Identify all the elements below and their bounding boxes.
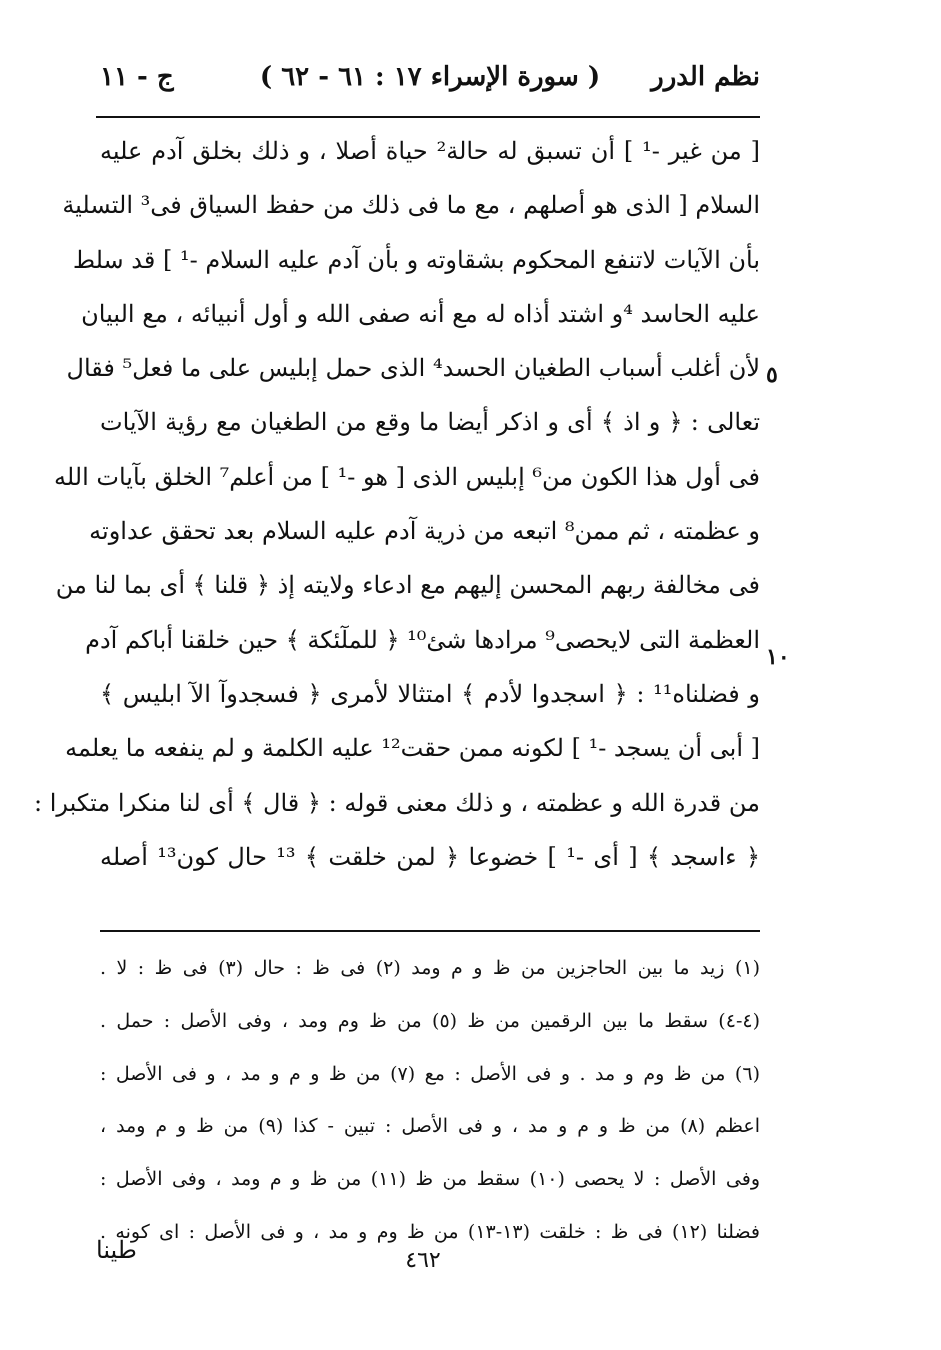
surah-reference: ( سورة الإسراء ١٧ : ٦١ - ٦٢ ): [259, 62, 601, 92]
catchword: طينا: [96, 1236, 137, 1264]
line-number-10: ١٠: [766, 644, 790, 670]
text-line: [ أبى أن يسجد -¹ ] لكونه ممن حقت¹² عليه الكلمة و لم ينفعه ما يعلمه: [65, 734, 760, 763]
text-line: فى مخالفة ربهم المحسن إليهم مع ادعاء ولايته إذ ﴿ قلنا ﴾ أى بما لنا من: [55, 571, 760, 600]
book-title: نظم الدرر: [651, 62, 760, 92]
footnote-line: اعظم (٨) من ظ و م و مد ، و فى الأصل : تبين - كذا (٩) من ظ و م ومد ،: [100, 1115, 760, 1138]
line-number-5: ٥: [766, 362, 778, 388]
text-line: و عظمته ، ثم ممن⁸ اتبعه من ذرية آدم عليه السلام بعد تحقق عداوته: [89, 517, 760, 546]
footnotes: [100, 942, 760, 1259]
text-line: من قدرة الله و عظمته ، و ذلك معنى قوله : ﴿ قال ﴾ أى لنا منكرا متكبرا :: [34, 788, 760, 817]
footnote-rule: [100, 930, 760, 932]
text-line: السلام [ الذى هو أصلهم ، مع ما فى ذلك من حفظ السياق فى³ التسلية: [62, 191, 760, 220]
page-number: ٤٦٢: [405, 1248, 441, 1273]
main-text: [34, 124, 761, 884]
text-line: بأن الآيات لاتنفع المحكوم بشقاوته و بأن آدم عليه السلام -¹ ] قد سلط: [72, 245, 760, 274]
footnote-line: (٦) من ظ وم و مد . و فى الأصل : مع (٧) من ظ و م و مد ، و فى الأصل :: [100, 1062, 760, 1085]
text-line: فى أول هذا الكون من⁶ إبليس الذى [ هو -¹ ] من أعلم⁷ الخلق بآيات الله: [53, 462, 760, 491]
footnote-line: وفى الأصل : لا يحصى (١٠) سقط من ظ (١١) من ظ و م ومد ، وفى الأصل :: [100, 1168, 761, 1191]
text-line: عليه الحاسد ⁴و اشتد أذاه له مع أنه صفى الله و أول أنبيائه ، مع البيان: [81, 299, 760, 328]
footnote-line: (٤-٤) سقط ما بين الرقمين من ظ (٥) من ظ وم ومد ، وفى الأصل : حمل .: [100, 1009, 760, 1032]
header-rule: [96, 116, 760, 118]
text-line: تعالى : ﴿ و اذ ﴾ أى و اذكر أيضا ما وقع من الطغيان مع رؤية الآيات: [100, 408, 760, 437]
text-line: العظمة التى لايحصى⁹ مرادها شئ¹⁰ ﴿ للملٓئكة ﴾ حين خلقنا أباكم آدم: [85, 625, 760, 654]
text-line: ﴿ ءاسجد ﴾ [ أى -¹ ] خضوعا ﴿ لمن خلقت ﴾ ¹³ حال كون¹³ أصله: [100, 842, 761, 871]
text-line: و فضلناه¹¹ : ﴿ اسجدوا لأدم ﴾ امتثالا لأمرى ﴿ فسجدوآ الآ ابليس ﴾: [100, 679, 761, 708]
footnote-line: فضلنا (١٢) فى ظ : خلقت (١٣-١٣) من ظ وم و مد ، و فى الأصل : اى كونه .: [100, 1220, 761, 1243]
running-head: [100, 58, 760, 102]
volume-number: ج - ١١: [100, 62, 174, 92]
text-line: [ من غير -¹ ] أن تسبق له حالة² حياة أصلا ، و ذلك بخلق آدم عليه: [100, 137, 761, 165]
text-line: لأن أغلب أسباب الطغيان الحسد⁴ الذى حمل إبليس على ما فعل⁵ فقال: [66, 354, 760, 383]
footnote-line: (١) زيد ما بين الحاجزين من ظ و م ومد (٢) فى ظ : حال (٣) فى ظ : لا .: [100, 957, 760, 979]
